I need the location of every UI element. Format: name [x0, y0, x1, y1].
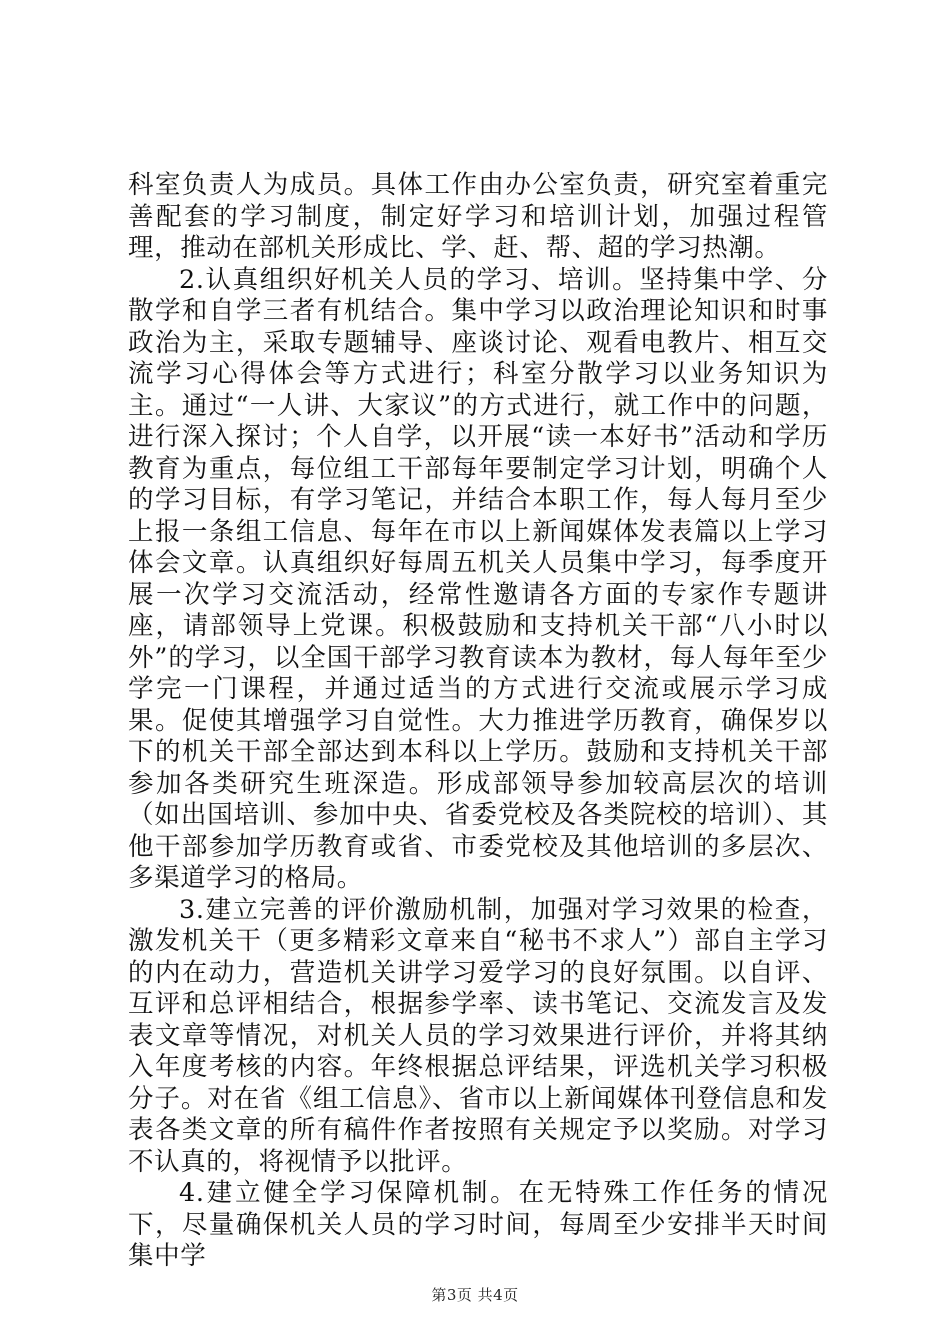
- paragraph-continuation: 科室负责人为成员。具体工作由办公室负责，研究室着重完善配套的学习制度，制定好学习和培训计划，加强过程管理，推动在部机关形成比、学、赶、帮、超的学习热潮。: [128, 170, 828, 263]
- document-body: [128, 170, 828, 1273]
- page-footer: [0, 1284, 950, 1305]
- page-number-label: 第3页 共4页: [431, 1286, 519, 1304]
- paragraph-item-2: 2.认真组织好机关人员的学习、培训。坚持集中学、分散学和自学三者有机结合。集中学习以政治理论知识和时事政治为主，采取专题辅导、座谈讨论、观看电教片、相互交流学习心得体会等方式进行；科室分散学习以业务知识为主。通过“一人讲、大家议”的方式进行，就工作中的问题，进行深入探讨；个人自学，以开展“读一本好书”活动和学历教育为重点，每位组工干部每年要制定学习计划，明确个人的学习目标，有学习笔记，并结合本职工作，每人每月至少上报一条组工信息、每年在市以上新闻媒体发表篇以上学习体会文章。认真组织好每周五机关人员集中学习，每季度开展一次学习交流活动，经常性邀请各方面的专家作专题讲座，请部领导上党课。积极鼓励和支持机关干部“八小时以外”的学习，以全国干部学习教育读本为教材，每人每年至少学完一门课程，并通过适当的方式进行交流或展示学习成果。促使其增强学习自觉性。大力推进学历教育，确保岁以下的机关干部全部达到本科以上学历。鼓励和支持机关干部参加各类研究生班深造。形成部领导参加较高层次的培训（如出国培训、参加中央、省委党校及各类院校的培训）、其他干部参加学历教育或省、市委党校及其他培训的多层次、多渠道学习的格局。: [128, 264, 828, 893]
- paragraph-item-4: 4.建立健全学习保障机制。在无特殊工作任务的情况下，尽量确保机关人员的学习时间，每周至少安排半天时间集中学: [128, 1178, 828, 1271]
- paragraph-item-3: 3.建立完善的评价激励机制，加强对学习效果的检查，激发机关干（更多精彩文章来自“秘书不求人”）部自主学习的内在动力，营造机关讲学习爱学习的良好氛围。以自评、互评和总评相结合，根据参学率、读书笔记、交流发言及发表文章等情况，对机关人员的学习效果进行评价，并将其纳入年度考核的内容。年终根据总评结果，评选机关学习积极分子。对在省《组工信息》、省市以上新闻媒体刊登信息和发表各类文章的所有稿件作者按照有关规定予以奖励。对学习不认真的，将视情予以批评。: [128, 894, 828, 1177]
